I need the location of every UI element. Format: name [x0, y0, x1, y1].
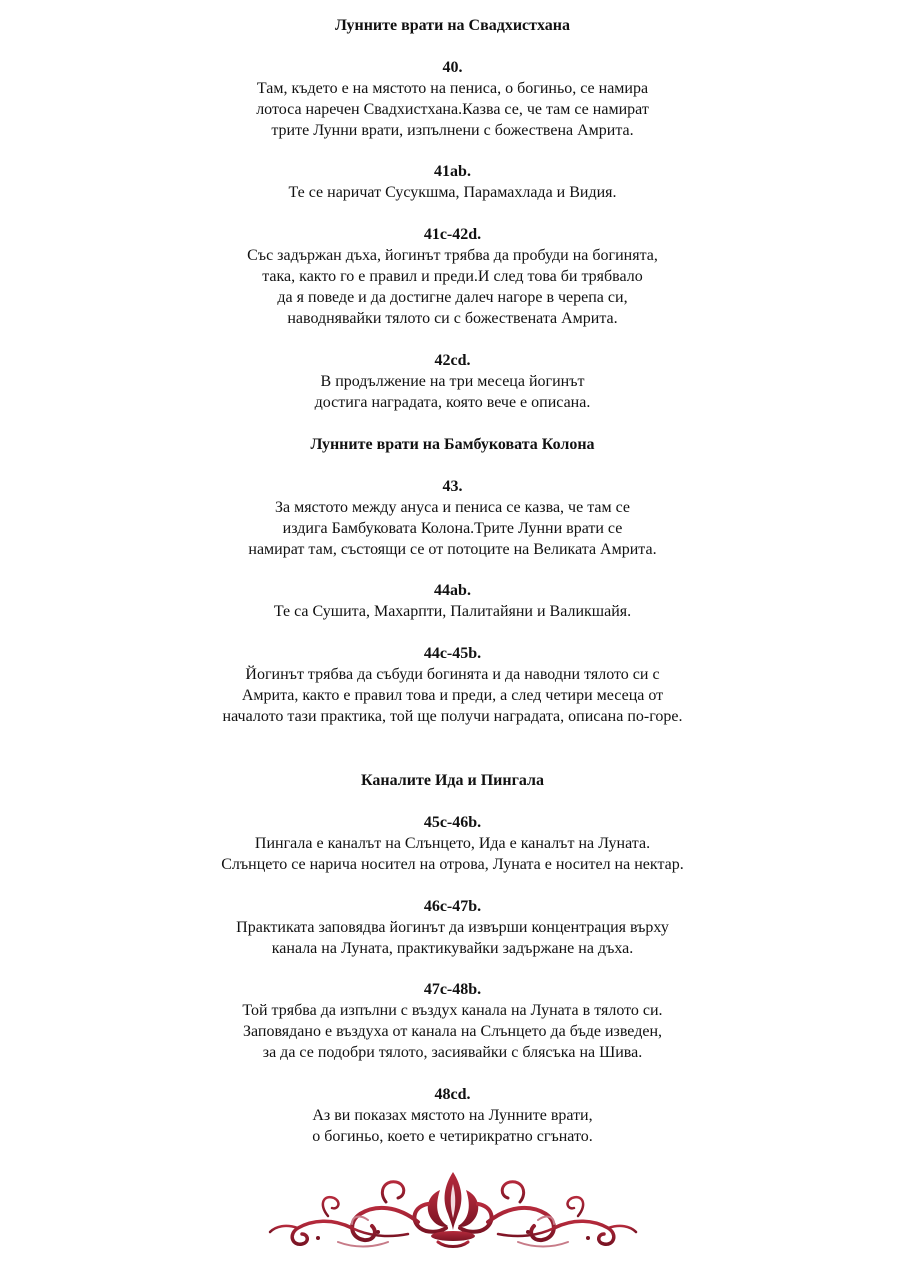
verse-line: Той трябва да изпълни с въздух канала на Луната в тялото си. — [242, 1002, 663, 1019]
section-svadhisthana — [0, 15, 905, 36]
section-title: Лунните врати на Свадхистхана — [334, 17, 571, 34]
verse-number: 41ab. — [434, 163, 471, 180]
verse-45c-46b — [0, 812, 905, 875]
section-ida-pingala — [0, 770, 905, 791]
verse-line: да я поведе и да достигне далеч нагоре в черепа си, — [277, 289, 628, 306]
verse-line: така, както го е правил и преди.И след това би трябвало — [262, 268, 643, 285]
verse-line: За мястото между ануса и пениса се казва, че там се — [274, 499, 631, 516]
verse-line: издига Бамбуковата Колона.Трите Лунни врати се — [282, 520, 623, 537]
verse-line: достига наградата, която вече е описана. — [314, 394, 591, 411]
verse-number: 40. — [442, 59, 463, 76]
verse-number: 41c-42d. — [423, 226, 482, 243]
verse-43 — [0, 476, 905, 560]
section-bamboo-column — [0, 434, 905, 455]
verse-number: 48cd. — [434, 1086, 471, 1103]
verse-line: Слънцето се нарича носител на отрова, Луната е носител на нектар. — [221, 856, 684, 873]
verse-47c-48b — [0, 979, 905, 1063]
verse-number: 46c-47b. — [423, 898, 482, 915]
verse-line: лотоса наречен Свадхистхана.Казва се, че там се намират — [256, 101, 649, 118]
verse-line: канала на Луната, практикувайки задържане на дъха. — [271, 940, 634, 957]
section-title: Лунните врати на Бамбуковата Колона — [310, 436, 595, 453]
verse-40 — [0, 57, 905, 141]
verse-42cd — [0, 350, 905, 413]
verse-line: Практиката заповядва йогинът да извърши концентрация върху — [236, 919, 669, 936]
verse-line: началото тази практика, той ще получи наградата, описана по-горе. — [222, 708, 683, 725]
section-title: Каналите Ида и Пингала — [361, 772, 544, 789]
verse-line: Аз ви показах мястото на Лунните врати, — [312, 1107, 593, 1124]
verse-line: намират там, състоящи се от потоците на Великата Амрита. — [248, 541, 657, 558]
verse-number: 43. — [442, 478, 463, 495]
verse-41c-42d — [0, 224, 905, 329]
verse-line: Заповядано е въздуха от канала на Слънцето да бъде изведен, — [242, 1023, 662, 1040]
verse-line: Амрита, както е правил това и преди, а след четири месеца от — [241, 687, 664, 704]
verse-number: 44c-45b. — [423, 645, 482, 662]
verse-line: В продължение на три месеца йогинът — [320, 373, 585, 390]
verse-46c-47b — [0, 896, 905, 959]
verse-line: о богиньо, което е четирикратно сгънато. — [312, 1128, 593, 1145]
verse-line: за да се подобри тялото, засиявайки с блясъка на Шива. — [262, 1044, 643, 1061]
verse-line: трите Лунни врати, изпълнени с божествена Амрита. — [271, 122, 634, 139]
verse-44ab — [0, 580, 905, 622]
verse-line: Йогинът трябва да събуди богинята и да наводни тялото си с — [245, 666, 660, 683]
verse-line: Пингала е каналът на Слънцето, Ида е каналът на Луната. — [254, 835, 651, 852]
verse-line: Те се наричат Сусукшма, Парамахлада и Видия. — [288, 184, 617, 201]
verse-line: наводнявайки тялото си с божествената Амрита. — [287, 310, 618, 327]
verse-number: 47c-48b. — [423, 981, 482, 998]
verse-number: 44ab. — [434, 582, 471, 599]
decorative-ornament-icon — [268, 1166, 638, 1252]
verse-41ab — [0, 161, 905, 203]
verse-44c-45b — [0, 643, 905, 727]
verse-line: Те са Сушита, Махарпти, Палитайяни и Валикшайя. — [273, 603, 632, 620]
verse-line: Там, където е на мястото на пениса, о богиньо, се намира — [256, 80, 649, 97]
verse-line: Със задържан дъха, йогинът трябва да пробуди на богинята, — [247, 247, 658, 264]
verse-number: 42cd. — [434, 352, 471, 369]
verse-48cd — [0, 1084, 905, 1147]
verse-number: 45c-46b. — [423, 814, 482, 831]
